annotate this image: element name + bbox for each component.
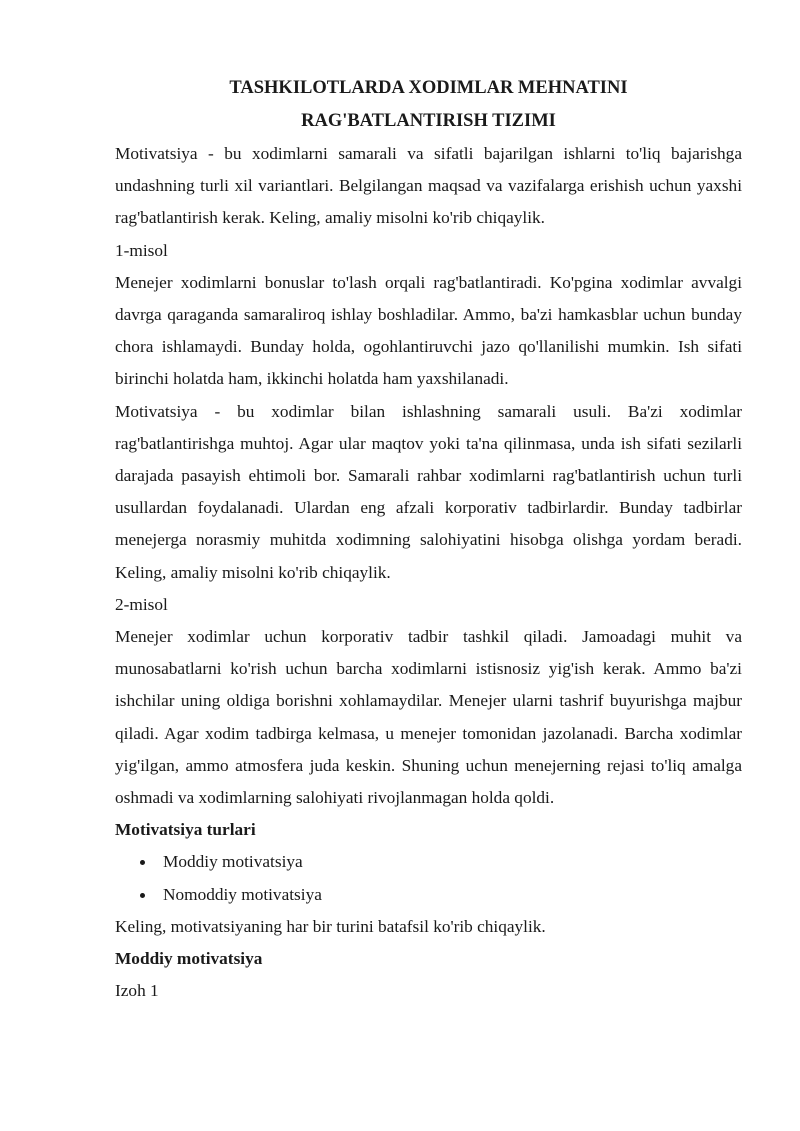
list-item-label: Moddiy motivatsiya (163, 852, 303, 872)
bullet-icon (140, 893, 145, 898)
section-heading-types: Motivatsiya turlari (115, 820, 256, 840)
section-heading-material: Moddiy motivatsiya (115, 949, 263, 969)
motivation-types-list (115, 846, 742, 910)
list-item (115, 846, 742, 878)
example-2-paragraph: Menejer xodimlar uchun korporativ tadbir tashkil qiladi. Jamoadagi muhit va munosabatlarni ko'rish uchun barcha xodimlarni istisnosiz yig'ish kerak. Ammo ba'zi ishchilar uning oldiga borishni xohlamaydilar. Menejer ularni tashrif buyurishga majbur qiladi. Agar xodim tadbirga kelmasa, u menejer tomonidan jazolanadi. Barcha xodimlar yig'ilgan, ammo atmosfera juda keskin. Shuning uchun menejerning rejasi to'liq amalga oshmadi va xodimlarning salohiyati rivojlanmagan holda qoldi. (115, 627, 742, 808)
motivation-paragraph: Motivatsiya - bu xodimlar bilan ishlashning samarali usuli. Ba'zi xodimlar rag'batlantirishga muhtoj. Agar ular maqtov yoki ta'na qilinmasa, unda ish sifati sezilarli darajada pasayish ehtimoli bor. Samarali rahbar xodimlarni rag'batlantirish uchun turli usullardan foydalanadi. Ulardan eng afzali korporativ tadbirlardir. Bunday tadbirlar menejerga norasmiy muhitda xodimning salohiyatini hisobga olishga yordam beradi. Keling, amaliy misolni ko'rib chiqaylik. (115, 401, 742, 582)
example-1-paragraph: Menejer xodimlarni bonuslar to'lash orqali rag'batlantiradi. Ko'pgina xodimlar avvalgi davrga qaraganda samaraliroq ishlay boshladilar. Ammo, ba'zi hamkasblar uchun bunday chora ishlamaydi. Bunday holda, ogohlantiruvchi jazo qo'llanilishi mumkin. Ish sifati birinchi holatda ham, ikkinchi holatda ham yaxshilanadi. (115, 272, 742, 389)
intro-paragraph: Motivatsiya - bu xodimlarni samarali va sifatli bajarilgan ishlarni to'liq bajarishga undashning turli xil variantlari. Belgilangan maqsad va vazifalarga erishish uchun yaxshi rag'batlantirish kerak. Keling, amaliy misolni ko'rib chiqaylik. (115, 144, 742, 228)
list-item (115, 879, 742, 911)
note-label: Izoh 1 (115, 981, 159, 1001)
types-intro-paragraph: Keling, motivatsiyaning har bir turini batafsil ko'rib chiqaylik. (115, 916, 546, 936)
document-title (115, 72, 742, 138)
example-label-1: 1-misol (115, 240, 168, 260)
title-line-1: TASHKILOTLARDA XODIMLAR MEHNATINI (229, 78, 628, 98)
list-item-label: Nomoddiy motivatsiya (163, 884, 322, 904)
document-page (115, 72, 742, 1007)
example-label-2: 2-misol (115, 594, 168, 614)
title-line-2: RAG'BATLANTIRISH TIZIMI (301, 111, 556, 131)
bullet-icon (140, 860, 145, 865)
